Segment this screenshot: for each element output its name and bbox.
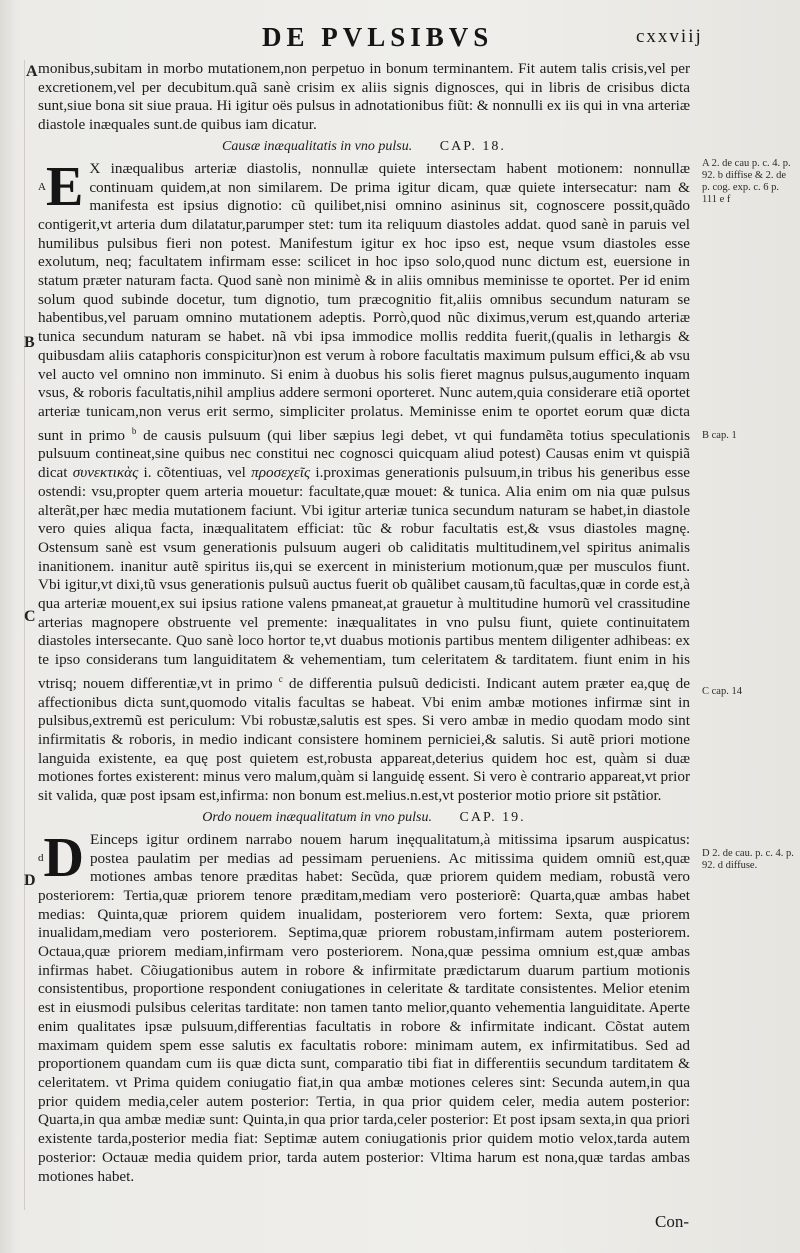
chapter-title-19: Ordo nouem inæqualitatum in vno pulsu. bbox=[202, 809, 432, 825]
side-note-a: A 2. de cau p. c. 4. p. 92. b diffise & 2. de p. cog. exp. c. 6 p. 111 e f bbox=[702, 158, 791, 205]
margin-letter-b: B bbox=[24, 334, 35, 351]
catchword: Con- bbox=[655, 1212, 689, 1231]
chapter-number-19: CAP. 19. bbox=[459, 809, 526, 825]
paragraph-cap18-text-a: X inæqualibus arteriæ diastolis, nonnullæ quiete intersectam habent motionem: nonnullæ continuam quidem,at non similarem. De prima igitur dicam, quæ quiete intersecatur: nam & manifesta est ipsius dignotio: cũ quilibet,nisi omnino asininus sit, cognoscere possit,quãdo contigerit,vt arteria dum dilatatur,parumper stet: tum ita reliquum diastoles addat. quod sanè in paruis vel humilibus pulsibus fieri non potest. Manifestum igitur ex hoc ipso est, neque vsum diastoles esse exolutum, neq; facultatem infirmam esse: scilicet in hoc ipso solo,quod nunc dictum est, euersione in statum præter naturam facta. Quod sanè non minimè & in aliis omnibus meminisse te oportet. Per id enim solum quod subinde docetur, tum dignotio, tum præcognitio fit,aliis omnibus secundum naturam se habentibus,vel paruam omnino mutationem adeptis. Porrò,quod nũc diximus,verum est,quando arteriæ tunica secundum naturam se habet. nã vbi ipsa immodice mollis reddita fuerit,(qualis in lethargis & quibusdam aliis cataphoris conspicitur)non est verum à robore facultatis maximum pulsum effici,& ab vsu vel aucto vel omnino non imminuto. Si enim à duobus his solis fieret magnus pulsus,augumento inquam vsus, & roboris facultatis,nihil amplius addere sermoni oporteret. Nunc autem,quia considerare etiã oportet arteriæ tunicam,non verus erit sermo, simpliciter prolatus. Meminisse enim te oportet eorum quæ dicta sunt in primo bbox=[38, 159, 690, 444]
paragraph-cap18-text-e: de differentia pulsuũ dedicisti. Indicant autem præter ea,quę de affectionibus dicta sunt,quomodo vitalis facultas se habeat. Vbi enim ambæ motiones infirmæ sint in pulsibus,extremũ est periculum: Vbi robustæ,salutis est spes. Si vero ambæ in medio quodam modo sint infirmitatis & roboris, in medio indicant consistere hominem perniciei,& salutis. Si autẽ priori motione languida existente, ea quę post quietem est,robusta appareat,deterius quidem hoc est, quàm si duæ motiones fortes existerent: minus vero malum,quàm si languidę essent. Si vero è contrario appareat,vt prior sit valida, quæ post ipsam est,infirma: non bonum est.melius.n.est,vt posterior motio priore sit pstãtior. bbox=[38, 674, 690, 805]
side-note-c: C cap. 14 bbox=[702, 686, 742, 697]
paragraph-cap18-text-b: de causis pulsuum (qui liber sæpius legi debet, vt qui fundamẽta totius speculationis pulsuum contineat,sine quibus nec constitui nec cognosci quicquam aliud potest) Causas enim vt quispiã dicat bbox=[38, 426, 691, 482]
drop-cap-e: $^A$E bbox=[38, 155, 84, 218]
greek-word-2: προσεχεῖς bbox=[251, 464, 311, 482]
paragraph-cap18 bbox=[38, 155, 691, 806]
paragraph-cap18-text-c: i. cõtentiuas, vel bbox=[143, 464, 246, 482]
paragraph-cap18-text-d: i.proximas generationis pulsuum,in tribus his generibus esse ostendi: vsu,propter quem arteria mouetur: facultate,quæ mouet: & tunica. Alia enim om nia quæ pulsus alterãt,per hæc media mutationem faciunt. Vbi igitur arteriæ tunica secundum naturam se habet,in diastole vero quies aliqua facta, inæqualitatem efficiat: tũc & robur facultatis est,& vsus diastoles magnę. Ostensum sanè est vsum generationis pulsuum augeri ob caliditatis multitudinem,vel spiritus animalis inanitionem. inanitur autẽ spiritus iis,qui se exercent in ministerium motionum,quæ per musculos fiunt. Vbi igitur,vt dixi,tũ vsus generationis pulsuũ auctus fuerit ob quãlibet causam,tũ facultas,quæ in corde est,à qua arteriæ mouent,ex sui ipsius ratione valens pmaneat,at grauetur à multitudine humorũ vel crassitudine arterias magnopere obstruente vel premente: inæqualitates in vno pulsu fiunt, quiete continuitatem diastoles intersecante. Quo sanè loco hortor te,vt duabus motionis partibus mentem diligenter adhibeas: ex te ipso considerans tum languiditatem & vehementiam, tum celeritatem & tarditatem. fiunt enim in his vtrisq; nouem differentiæ,vt in primo bbox=[38, 464, 690, 692]
chapter-heading-18 bbox=[38, 137, 690, 157]
chapter-number-18: CAP. 18. bbox=[439, 138, 506, 154]
margin-letter-a: A bbox=[26, 63, 38, 80]
paragraph-opening: monibus,subitam in morbo mutationem,non perpetuo in bonum terminantem. Fit autem talis crisis,vel per excretionem,vel per decubitum.quã sanè crisim ex aliis signis dignosces, qui in libris de crisibus dicta sunt,siue bona sit siue praua. Hi igitur oës pulsus in adnotationibus fiũt: & nonnulli ex iis qui in vna arteriæ diastole inæquales sunt.de quibus iam dicatur. bbox=[38, 60, 690, 134]
margin-letter-d: D bbox=[24, 872, 36, 889]
running-title: DE PVLSIBVS bbox=[262, 22, 494, 52]
note-ref-b: b bbox=[131, 425, 137, 436]
side-note-d: D 2. de cau. p. c. 4. p. 92. d diffuse. bbox=[702, 848, 794, 871]
folio-number: cxxviij bbox=[636, 26, 703, 47]
gutter-shadow bbox=[24, 60, 25, 1210]
chapter-heading-19 bbox=[38, 808, 690, 828]
paragraph-cap19-text: Einceps igitur ordinem narrabo nouem harum inęqualitatum,à mitissima ipsarum auspicatus: postea paulatim per medias ad pessimam perueniens. Ac mitissima quidem omniũ est,quæ motiones ambas tenore præditas habet: Secũda, quæ priorem quidem mediam, robustã vero posteriorem: Tertia,quæ priorem tenore præditam,mediam vero posteriorẽ: Quarta,quæ ambas habet medias: Quinta,quæ priorem quidem inualidam, posteriorem vero fortem: Sexta, quæ priorem inualidam,mediam vero posteriorem. Septima,quæ priorem robustam,infirmam autem posteriorem. Octaua,quæ priorem mediam,infirmam vero posteriorem. Nona,quæ pessima omnium est,quæ ambas infirmas habet. Cõiugationibus autem in robore & infirmitate prædictarum duarum partium motionis consistentibus, proportione respondent coniugationes in celeritate & tarditate consistentes. Melior etenim est in eiusmodi pulsibus celeritas tarditate: non tamen tanto melior,quanto vehementia languiditate. Aperte enim qualitates ipsæ pulsuum,differentias facultatis in robore & infirmitate indicant. Cõstat autem maximam quidem spem esse salutis ex facultatis robore: minimam autem, ex infirmitatibus. Sed ad proportionem quandam cum iis quæ dicta sunt, comparatio tibi fiat in differentiis secundum tarditatem & celeritatem. vt Prima quidem coniugatio fiat,in qua ambæ motiones celeres sint: Secunda autem,in qua prior quidem media,celer autem posterior: Tertia, in qua prior quidem celer, media autem posterior: Quarta,in qua ambæ mediæ sunt: Quinta,in qua prior tarda,celer posterior: Et post ipsam sexta,in qua priori existente tarda,posterior media fiat: Septimæ autem coniugationis prior quidem motio velox,tarda autem posterior: Octauæ media quidem prior, tarda autem posterior: Vltima harum est nona,quæ tardas ambas motiones habet. bbox=[38, 830, 690, 1185]
chapter-title-18: Causæ inæqualitatis in vno pulsu. bbox=[222, 138, 413, 154]
margin-letter-c: C bbox=[24, 608, 36, 625]
note-ref-c: c bbox=[278, 673, 283, 684]
paragraph-cap19 bbox=[38, 826, 690, 1186]
side-note-b: B cap. 1 bbox=[702, 430, 737, 441]
running-header bbox=[0, 22, 800, 56]
greek-word-1: συνεκτικὰς bbox=[72, 464, 139, 482]
drop-cap-d: $^d$D bbox=[38, 826, 84, 889]
main-text bbox=[38, 60, 690, 1186]
